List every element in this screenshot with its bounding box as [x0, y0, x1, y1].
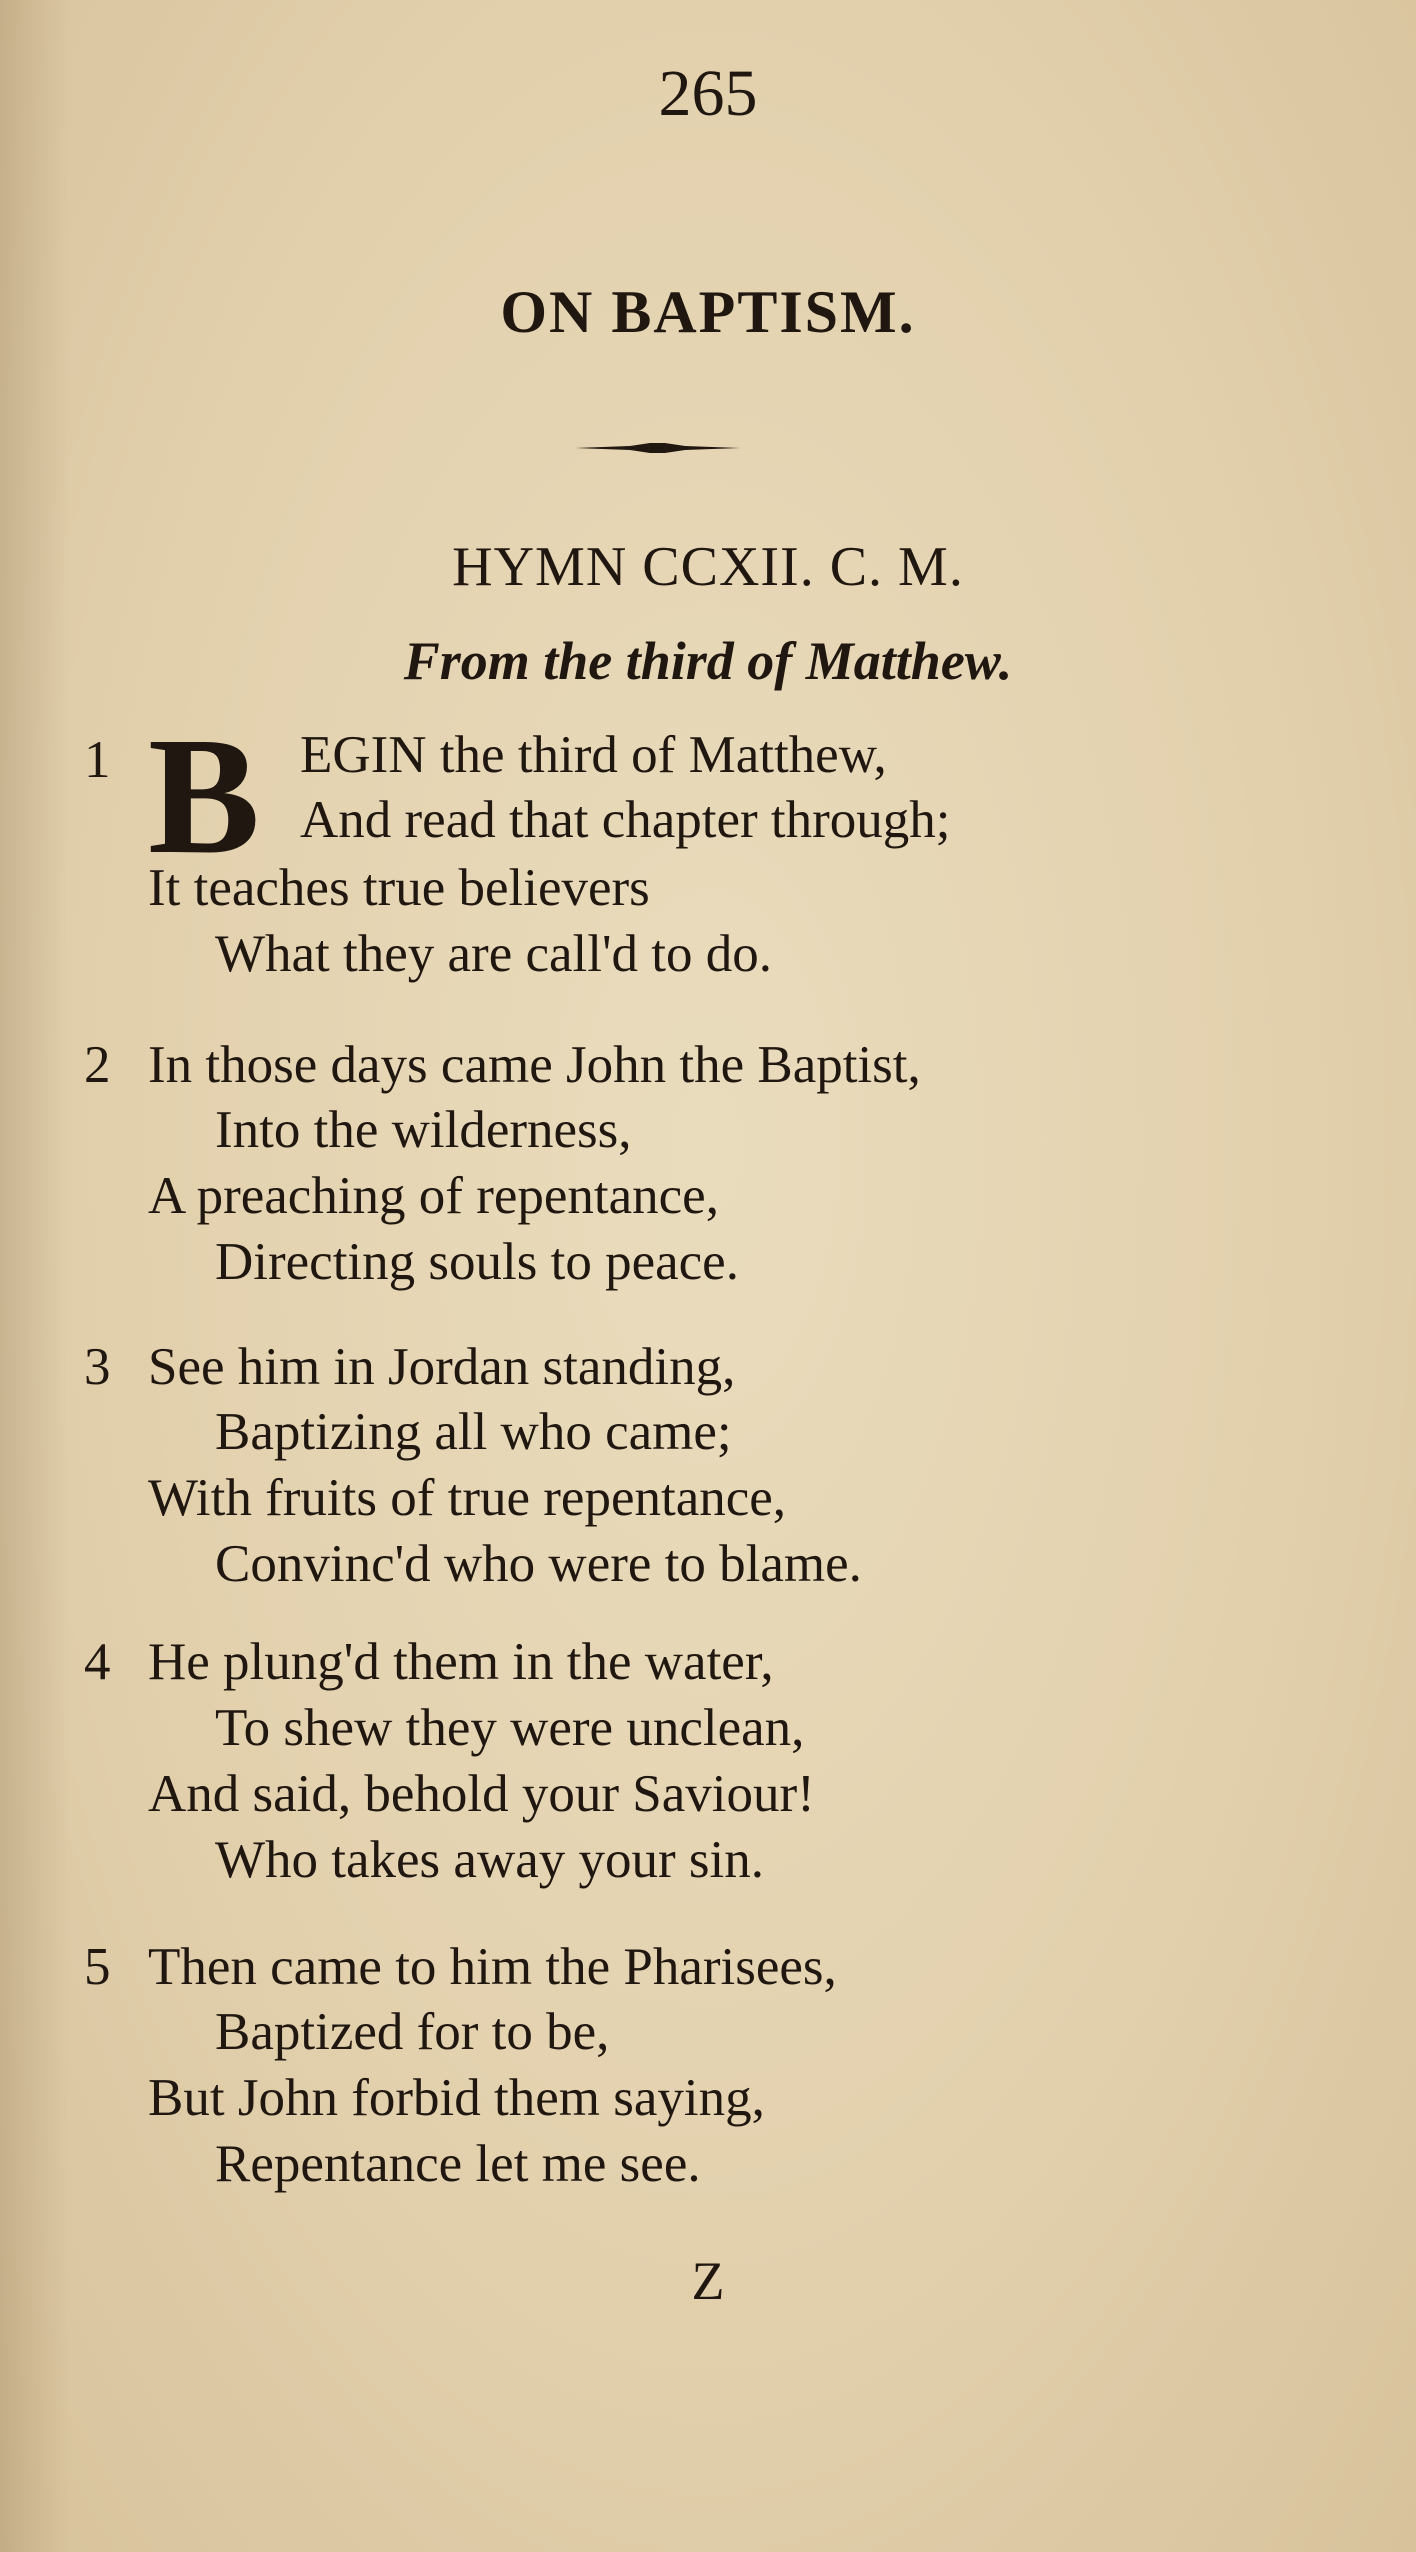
- hymn-heading: HYMN CCXII. C. M.: [452, 536, 964, 598]
- catchword: Z: [691, 2251, 725, 2311]
- verse-line: But John forbid them saying,: [148, 2069, 765, 2127]
- verse-number: 3: [84, 1338, 111, 1396]
- verse-line: With fruits of true repentance,: [148, 1469, 787, 1527]
- verse-line: Who takes away your sin.: [215, 1831, 764, 1889]
- verse-line: And read that chapter through;: [300, 791, 951, 849]
- verse-line: See him in Jordan standing,: [148, 1338, 736, 1396]
- verse-line: Baptized for to be,: [215, 2003, 610, 2061]
- section-title: ON BAPTISM.: [500, 279, 916, 345]
- verse-line: And said, behold your Saviour!: [148, 1765, 815, 1823]
- verse-line: Directing souls to peace.: [215, 1233, 739, 1291]
- verse-line: He plung'd them in the water,: [148, 1633, 774, 1691]
- verse-line: To shew they were unclean,: [215, 1699, 805, 1757]
- verse-number: 1: [84, 731, 111, 789]
- verse-line: It teaches true believers: [148, 859, 650, 917]
- verse-line: Into the wilderness,: [215, 1101, 632, 1159]
- page-number: 265: [658, 57, 758, 130]
- verse-line: In those days came John the Baptist,: [148, 1036, 921, 1094]
- verse-line: Then came to him the Pharisees,: [148, 1938, 837, 1996]
- verse-line: Repentance let me see.: [215, 2135, 701, 2193]
- verse-line: Convinc'd who were to blame.: [215, 1535, 862, 1593]
- verse-line: Baptizing all who came;: [215, 1403, 732, 1461]
- verse-line: EGIN the third of Matthew,: [300, 726, 887, 784]
- page-gutter-shadow: [0, 0, 70, 2552]
- hymn-subtitle: From the third of Matthew.: [403, 631, 1013, 691]
- ornamental-rule: [575, 443, 740, 453]
- verse-number: 2: [84, 1036, 111, 1094]
- verse-line: What they are call'd to do.: [215, 925, 772, 983]
- drop-cap: B: [148, 703, 261, 889]
- verse-number: 4: [84, 1633, 111, 1691]
- verse-line: A preaching of repentance,: [148, 1167, 719, 1225]
- verse-number: 5: [84, 1938, 111, 1996]
